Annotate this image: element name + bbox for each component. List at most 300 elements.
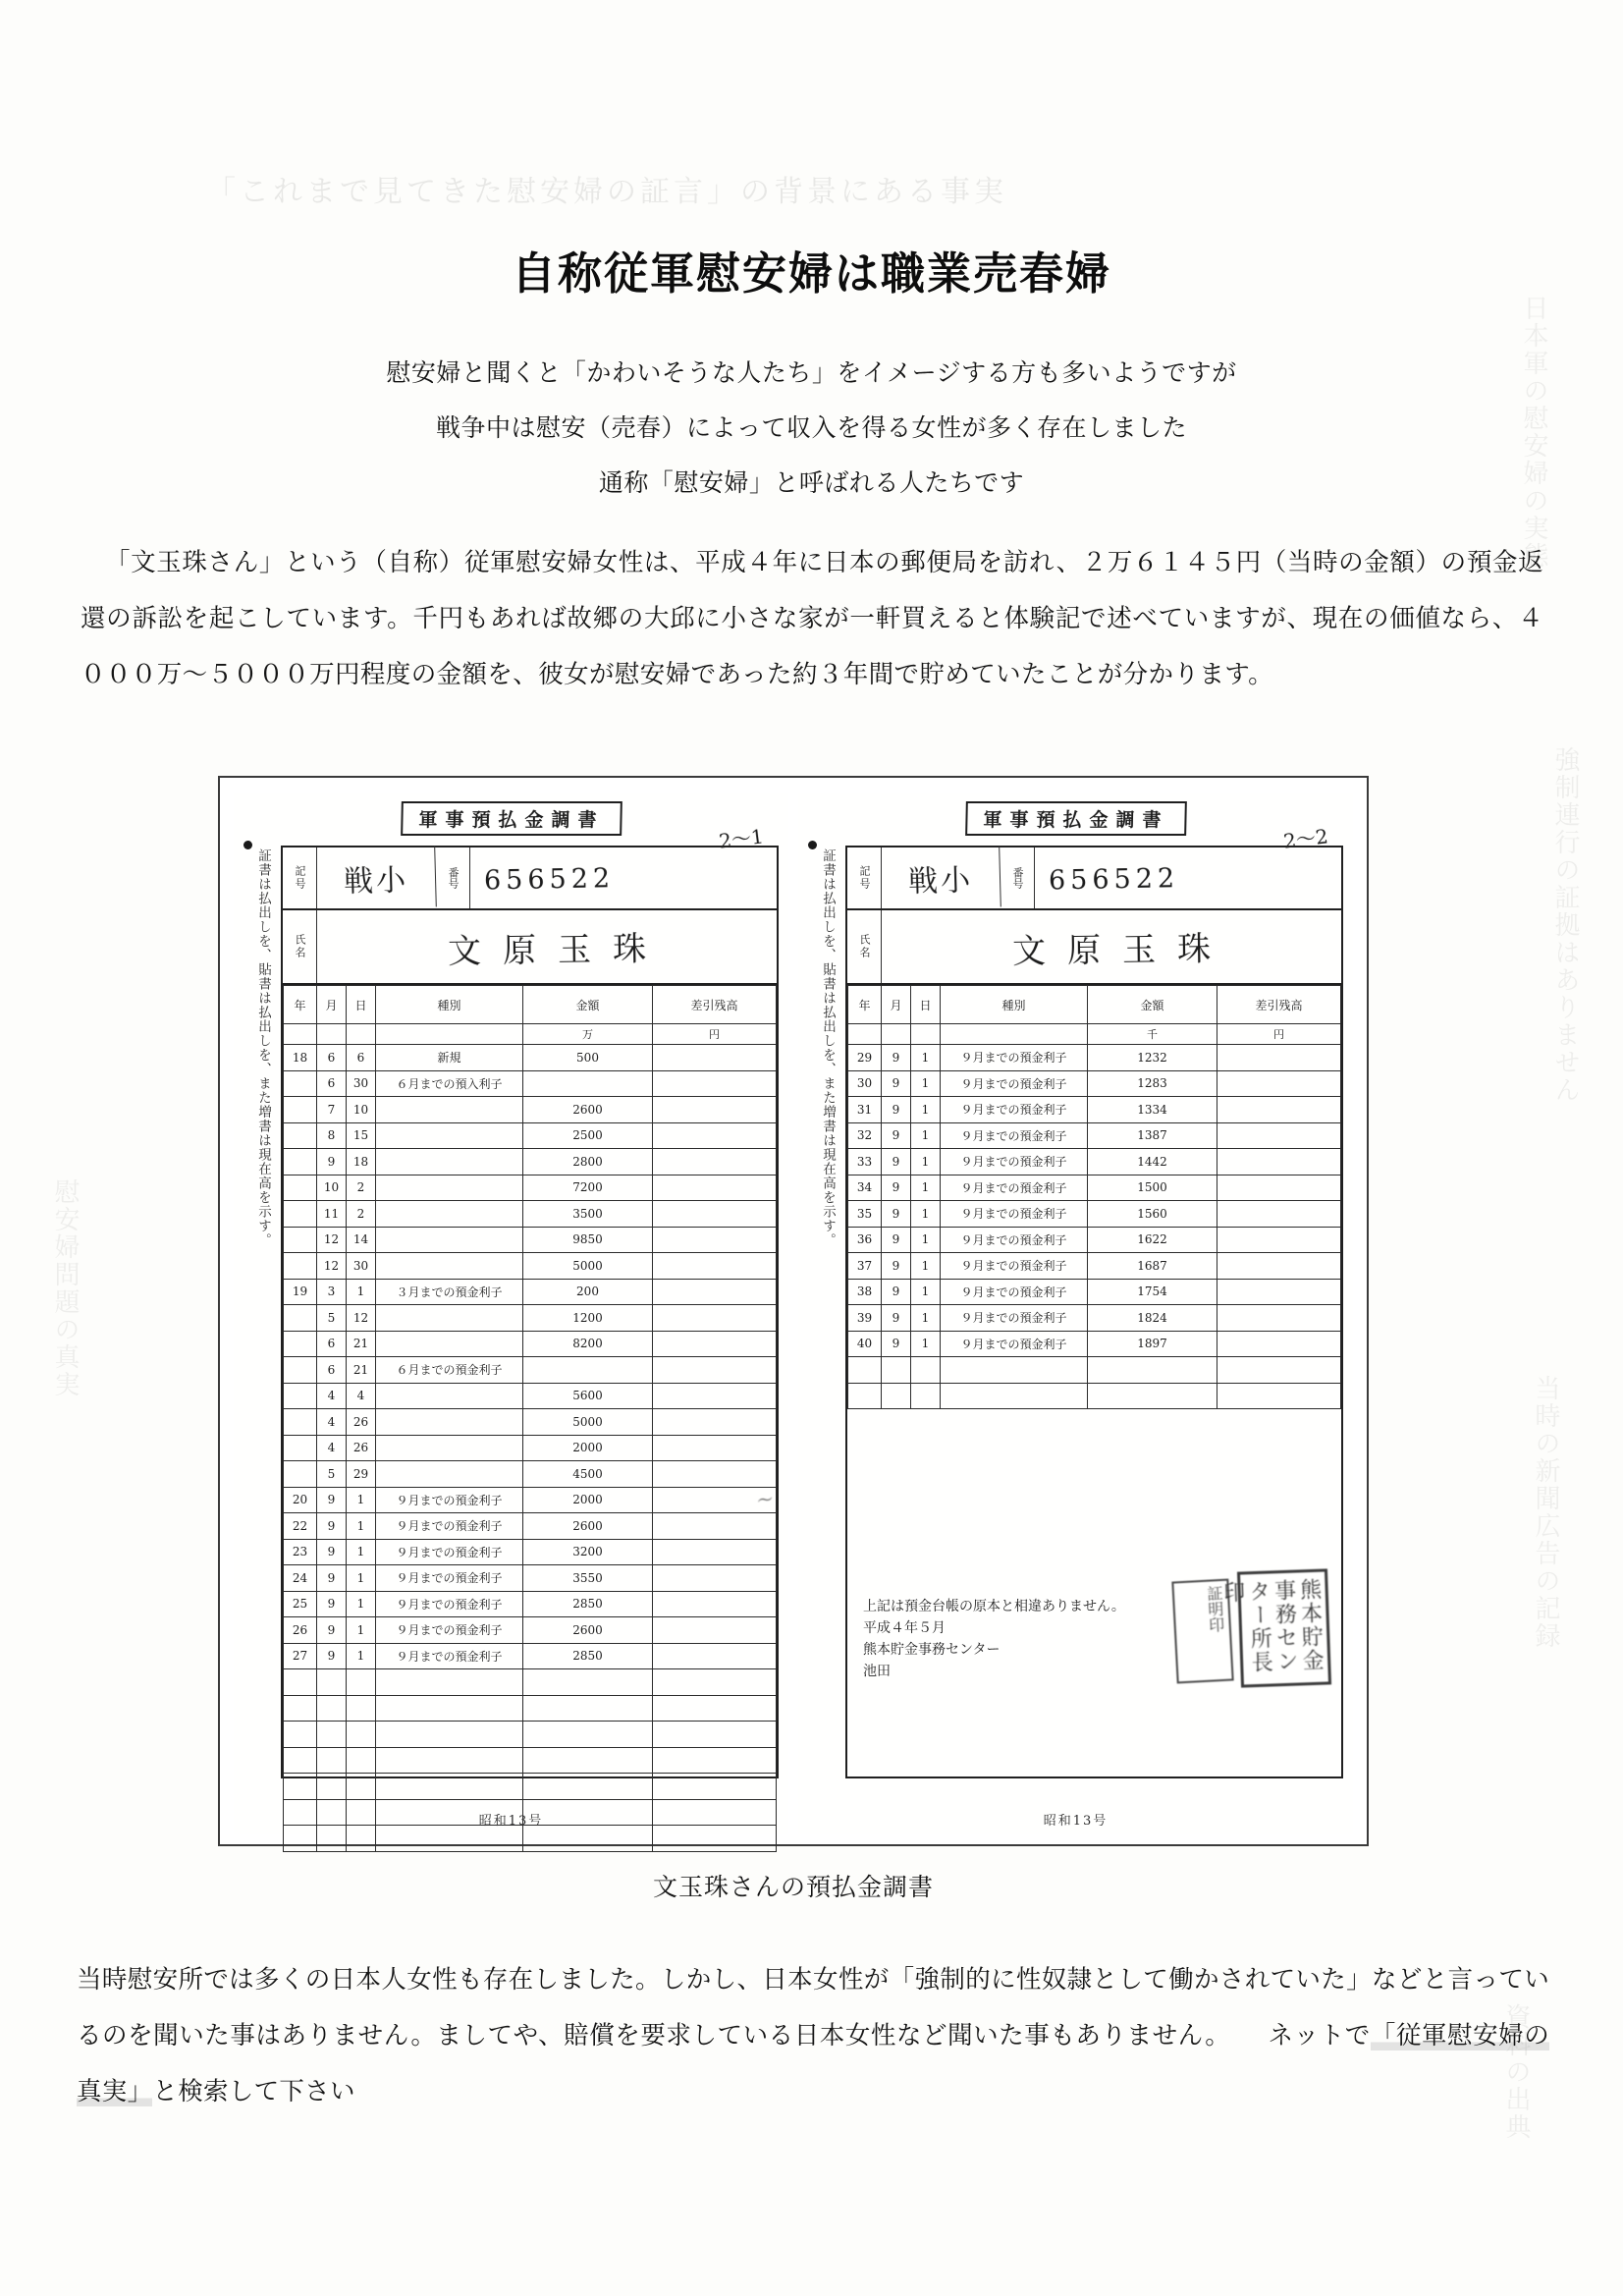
cell-month: 9 <box>317 1513 347 1540</box>
cell-day: 1 <box>347 1643 376 1669</box>
cell-year <box>284 1175 317 1201</box>
table-row <box>284 1722 777 1748</box>
cell-kind <box>376 1722 523 1748</box>
page-title: 自称従軍慰安婦は職業売春婦 <box>511 247 1111 301</box>
cell-kind: ９月までの預金利子 <box>941 1045 1088 1071</box>
certify-note: 上記は預金台帳の原本と相違ありません。 <box>863 1599 1125 1614</box>
cell-day: 4 <box>347 1383 376 1409</box>
cell-balance <box>653 1305 777 1332</box>
cell-day: 1 <box>911 1331 941 1357</box>
slip-right-name-label: 氏名 <box>847 910 882 983</box>
cell-balance <box>1217 1357 1341 1384</box>
cell-year <box>848 1357 882 1384</box>
cell-year: 31 <box>848 1097 882 1123</box>
cell-month: 9 <box>317 1149 347 1175</box>
cell-month: 9 <box>882 1201 911 1228</box>
slip-right-account-row <box>847 847 1341 910</box>
cell-amount: 2600 <box>523 1097 653 1123</box>
slip-right-sub-amount: 千 <box>1088 1024 1217 1045</box>
cell-kind: ９月までの預金利子 <box>941 1122 1088 1149</box>
slip-right-col-balance: 差引残高 <box>1217 986 1341 1024</box>
cell-year: 24 <box>284 1565 317 1592</box>
cell-month: 9 <box>882 1122 911 1149</box>
cell-year: 36 <box>848 1227 882 1253</box>
cell-balance <box>653 1045 777 1071</box>
slip-right-sub-blank-3 <box>911 1024 941 1045</box>
cell-year: 29 <box>848 1045 882 1071</box>
cell-month <box>317 1799 347 1826</box>
bleedthrough-text-right-4: 資料の出典 <box>1501 2003 1531 2141</box>
cell-balance <box>653 1383 777 1409</box>
slip-right-corner-note: 2〜2 <box>1281 824 1329 853</box>
table-row <box>284 1669 777 1696</box>
cell-year: 25 <box>284 1591 317 1617</box>
table-row <box>848 1070 1341 1097</box>
cell-balance <box>1217 1175 1341 1201</box>
slip-left-sub-balance: 円 <box>653 1024 777 1045</box>
slip-right <box>798 793 1353 1834</box>
cell-balance <box>653 1826 777 1852</box>
cell-year: 34 <box>848 1175 882 1201</box>
slip-left-table-header-row <box>284 986 777 1024</box>
slip-left-footer: 昭和13号 <box>478 1814 544 1829</box>
cell-kind <box>376 1097 523 1123</box>
cell-kind <box>376 1461 523 1488</box>
cell-month: 9 <box>882 1305 911 1332</box>
secondary-seal: 証明印 <box>1171 1579 1233 1684</box>
cell-amount: 1754 <box>1088 1279 1217 1305</box>
certify-name: 池田 <box>863 1664 891 1679</box>
cell-amount: 2000 <box>523 1487 653 1513</box>
bleedthrough-text-right-3: 当時の新聞広告の記録 <box>1531 1375 1560 1650</box>
cell-day: 10 <box>347 1097 376 1123</box>
cell-kind <box>376 1409 523 1436</box>
cell-balance <box>653 1722 777 1748</box>
cell-balance <box>653 1149 777 1175</box>
table-row <box>284 1747 777 1774</box>
slip-left-subheader-row <box>284 1024 777 1045</box>
slip-left-scribble: 〜 <box>755 1489 776 1511</box>
cell-year: 23 <box>284 1539 317 1565</box>
table-row <box>284 1305 777 1332</box>
slip-left-sub-blank-1 <box>284 1024 317 1045</box>
cell-kind <box>376 1774 523 1800</box>
cell-month: 4 <box>317 1383 347 1409</box>
cell-year <box>284 1695 317 1722</box>
cell-month: 9 <box>882 1175 911 1201</box>
slip-left-name-row <box>283 910 777 985</box>
cell-kind <box>376 1747 523 1774</box>
cell-year: 40 <box>848 1331 882 1357</box>
cell-kind <box>376 1305 523 1332</box>
cell-balance <box>1217 1383 1341 1409</box>
cell-day: 6 <box>347 1045 376 1071</box>
slip-left-col-year: 年 <box>284 986 317 1024</box>
cell-day <box>911 1357 941 1384</box>
cell-balance <box>1217 1070 1341 1097</box>
slip-left-header: 軍事預払金調書 <box>401 801 622 836</box>
slip-left-sub-blank-2 <box>317 1024 347 1045</box>
table-row <box>284 1565 777 1592</box>
table-row <box>848 1279 1341 1305</box>
cell-balance <box>653 1122 777 1149</box>
body-paragraph-2-part-b: ネットで <box>1268 2021 1371 2050</box>
cell-kind <box>376 1695 523 1722</box>
cell-amount: 2850 <box>523 1643 653 1669</box>
table-row <box>284 1070 777 1097</box>
cell-balance <box>653 1227 777 1253</box>
cell-amount: 2800 <box>523 1149 653 1175</box>
cell-month: 9 <box>317 1539 347 1565</box>
slip-left <box>234 793 788 1834</box>
cell-year <box>284 1227 317 1253</box>
table-row <box>848 1253 1341 1280</box>
cell-amount: 2850 <box>523 1591 653 1617</box>
cell-day: 1 <box>911 1279 941 1305</box>
cell-kind <box>376 1175 523 1201</box>
bleedthrough-text-right-1: 日本軍の慰安婦の実態 <box>1519 295 1548 570</box>
cell-balance <box>1217 1201 1341 1228</box>
table-row <box>848 1357 1341 1384</box>
cell-kind: ９月までの預金利子 <box>376 1591 523 1617</box>
cell-kind <box>376 1253 523 1280</box>
cell-kind <box>376 1669 523 1696</box>
cell-amount: 1200 <box>523 1305 653 1332</box>
cell-year: 30 <box>848 1070 882 1097</box>
bleedthrough-text-right-2: 強制連行の証拠はありません <box>1550 746 1580 1104</box>
table-row <box>284 1774 777 1800</box>
lede-block <box>0 346 1623 511</box>
cell-amount <box>523 1774 653 1800</box>
cell-day <box>347 1722 376 1748</box>
cell-year: 19 <box>284 1279 317 1305</box>
cell-day: 1 <box>347 1565 376 1592</box>
slip-left-sub-amount: 万 <box>523 1024 653 1045</box>
cell-kind: ９月までの預金利子 <box>376 1487 523 1513</box>
search-term-quote: 「従軍慰安婦の真実」 <box>77 2021 1549 2106</box>
cell-year <box>284 1799 317 1826</box>
cell-day <box>347 1799 376 1826</box>
table-row <box>284 1643 777 1669</box>
table-row <box>284 1149 777 1175</box>
cell-day <box>347 1826 376 1852</box>
cell-kind: ６月までの預入利子 <box>376 1070 523 1097</box>
cell-amount: 3500 <box>523 1201 653 1228</box>
slip-left-account-label: 記号 <box>283 847 317 908</box>
cell-amount: 1283 <box>1088 1070 1217 1097</box>
cell-amount <box>523 1357 653 1384</box>
cell-balance <box>1217 1331 1341 1357</box>
cell-month: 9 <box>882 1070 911 1097</box>
cell-day: 30 <box>347 1070 376 1097</box>
cell-month <box>317 1722 347 1748</box>
lede-line-2: 戦争中は慰安（売春）によって収入を得る女性が多く存在しました <box>435 413 1187 442</box>
cell-amount: 1334 <box>1088 1097 1217 1123</box>
slip-left-col-amount: 金額 <box>523 986 653 1024</box>
cell-amount: 4500 <box>523 1461 653 1488</box>
cell-day: 1 <box>347 1279 376 1305</box>
cell-balance <box>653 1357 777 1384</box>
cell-year <box>284 1461 317 1488</box>
cell-month: 9 <box>882 1149 911 1175</box>
cell-balance <box>653 1331 777 1357</box>
table-row <box>284 1331 777 1357</box>
cell-day: 1 <box>347 1513 376 1540</box>
cell-amount: 3550 <box>523 1565 653 1592</box>
cell-year <box>848 1383 882 1409</box>
cell-amount <box>1088 1357 1217 1384</box>
cell-kind <box>376 1149 523 1175</box>
slip-left-body <box>281 846 779 1778</box>
table-row <box>284 1279 777 1305</box>
cell-month: 10 <box>317 1175 347 1201</box>
table-row <box>284 1122 777 1149</box>
table-row <box>284 1175 777 1201</box>
cell-kind: ９月までの預金利子 <box>941 1331 1088 1357</box>
slip-left-account-row <box>283 847 777 910</box>
cell-year: 20 <box>284 1487 317 1513</box>
slip-left-col-day: 日 <box>347 986 376 1024</box>
table-row <box>848 1201 1341 1228</box>
cell-year <box>284 1097 317 1123</box>
cell-kind: ３月までの預金利子 <box>376 1279 523 1305</box>
certify-office: 熊本貯金事務センター <box>863 1642 1001 1658</box>
cell-amount <box>523 1070 653 1097</box>
cell-year <box>284 1357 317 1384</box>
cell-balance <box>1217 1149 1341 1175</box>
slip-right-col-day: 日 <box>911 986 941 1024</box>
figure-frame <box>218 776 1369 1846</box>
cell-amount: 1824 <box>1088 1305 1217 1332</box>
table-row <box>848 1331 1341 1357</box>
slip-right-name-row <box>847 910 1341 985</box>
slip-right-col-month: 月 <box>882 986 911 1024</box>
cell-year: 27 <box>284 1643 317 1669</box>
cell-day: 1 <box>347 1487 376 1513</box>
cell-day: 1 <box>347 1617 376 1644</box>
cell-amount: 2000 <box>523 1435 653 1461</box>
cell-day: 1 <box>911 1175 941 1201</box>
cell-year <box>284 1149 317 1175</box>
cell-amount: 200 <box>523 1279 653 1305</box>
cell-day: 1 <box>911 1070 941 1097</box>
cell-month: 9 <box>317 1591 347 1617</box>
cell-month <box>882 1357 911 1384</box>
cell-year <box>284 1435 317 1461</box>
cell-amount <box>1088 1383 1217 1409</box>
cell-day: 18 <box>347 1149 376 1175</box>
table-row <box>848 1122 1341 1149</box>
certify-date: 平成４年５月 <box>863 1620 946 1636</box>
cell-month: 6 <box>317 1045 347 1071</box>
cell-balance <box>1217 1253 1341 1280</box>
table-row <box>848 1175 1341 1201</box>
cell-balance <box>653 1617 777 1644</box>
cell-amount: 7200 <box>523 1175 653 1201</box>
cell-month: 6 <box>317 1357 347 1384</box>
cell-amount <box>523 1669 653 1696</box>
cell-balance <box>653 1409 777 1436</box>
cell-balance <box>653 1643 777 1669</box>
cell-kind: ９月までの預金利子 <box>941 1149 1088 1175</box>
cell-kind <box>376 1201 523 1228</box>
cell-day: 1 <box>911 1122 941 1149</box>
cell-amount: 1387 <box>1088 1122 1217 1149</box>
cell-day: 30 <box>347 1253 376 1280</box>
cell-amount: 5600 <box>523 1383 653 1409</box>
cell-kind <box>376 1331 523 1357</box>
cell-month <box>882 1383 911 1409</box>
lede-line-3: 通称「慰安婦」と呼ばれる人たちです <box>598 468 1025 497</box>
cell-month: 4 <box>317 1409 347 1436</box>
slip-left-table <box>283 985 777 1852</box>
cell-kind: ９月までの預金利子 <box>376 1513 523 1540</box>
figure-block <box>218 776 1369 1903</box>
table-row <box>284 1513 777 1540</box>
cell-month: 9 <box>317 1565 347 1592</box>
cell-month: 9 <box>882 1253 911 1280</box>
cell-day: 12 <box>347 1305 376 1332</box>
cell-amount: 2500 <box>523 1122 653 1149</box>
cell-balance <box>653 1253 777 1280</box>
official-seal: 熊本貯金事務センター所長印 <box>1237 1568 1331 1687</box>
cell-month: 9 <box>882 1331 911 1357</box>
cell-year <box>284 1383 317 1409</box>
cell-kind: ９月までの預金利子 <box>941 1097 1088 1123</box>
slip-left-col-balance: 差引残高 <box>653 986 777 1024</box>
cell-day: 1 <box>911 1227 941 1253</box>
cell-kind <box>376 1826 523 1852</box>
body-paragraph-1-text: 「文玉珠さん」という（自称）従軍慰安婦女性は、平成４年に日本の郵便局を訪れ、２万６１４５円（当時の金額）の預金返還の訴訟を起こしています。千円もあれば故郷の大邱に小さな家が一軒買えると体験記で述べていますが、現在の価値なら、４０００万〜５０００万円程度の金額を、彼女が慰安婦であった約３年間で貯めていたことが分かります。 <box>81 548 1543 689</box>
cell-year <box>284 1253 317 1280</box>
slip-right-col-kind: 種別 <box>941 986 1088 1024</box>
cell-balance <box>653 1539 777 1565</box>
cell-month: 11 <box>317 1201 347 1228</box>
cell-day <box>347 1774 376 1800</box>
cell-month <box>317 1826 347 1852</box>
body-paragraph-2 <box>77 1952 1549 2120</box>
cell-month: 3 <box>317 1279 347 1305</box>
slip-right-account-label: 記号 <box>847 847 882 908</box>
cell-day: 2 <box>347 1201 376 1228</box>
cell-balance <box>653 1747 777 1774</box>
slip-right-sub-blank-2 <box>882 1024 911 1045</box>
slip-right-header: 軍事預払金調書 <box>965 801 1187 836</box>
cell-kind: ９月までの預金利子 <box>941 1175 1088 1201</box>
cell-amount: 1500 <box>1088 1175 1217 1201</box>
cell-year <box>284 1826 317 1852</box>
cell-balance <box>1217 1227 1341 1253</box>
slip-left-account-number: 656522 <box>483 862 616 896</box>
cell-amount: 8200 <box>523 1331 653 1357</box>
cell-month <box>317 1695 347 1722</box>
cell-amount: 5000 <box>523 1409 653 1436</box>
cell-day <box>911 1383 941 1409</box>
table-row <box>848 1383 1341 1409</box>
slip-left-sub-blank-4 <box>376 1024 523 1045</box>
cell-month: 9 <box>317 1643 347 1669</box>
cell-amount: 500 <box>523 1045 653 1071</box>
cell-day: 21 <box>347 1357 376 1384</box>
cell-kind: ９月までの預金利子 <box>376 1617 523 1644</box>
slip-right-sub-blank-4 <box>941 1024 1088 1045</box>
cell-kind: ６月までの預金利子 <box>376 1357 523 1384</box>
table-row <box>284 1695 777 1722</box>
slip-left-corner-note: 2〜1 <box>717 824 765 853</box>
cell-kind: ９月までの預金利子 <box>941 1305 1088 1332</box>
cell-balance <box>653 1097 777 1123</box>
cell-month <box>317 1669 347 1696</box>
slip-left-name-value: 文原玉珠 <box>447 928 669 971</box>
cell-balance <box>1217 1097 1341 1123</box>
cell-amount: 1687 <box>1088 1253 1217 1280</box>
slip-left-account-kind: 戦小 <box>316 846 437 909</box>
cell-balance <box>653 1695 777 1722</box>
bleedthrough-text-top: 「これまで見てきた慰安婦の証言」の背景にある事実 <box>206 175 1007 209</box>
cell-amount: 1232 <box>1088 1045 1217 1071</box>
cell-month: 12 <box>317 1227 347 1253</box>
cell-balance <box>653 1435 777 1461</box>
table-row <box>848 1045 1341 1071</box>
cell-day: 1 <box>911 1305 941 1332</box>
cell-kind: ９月までの預金利子 <box>376 1565 523 1592</box>
cell-year: 39 <box>848 1305 882 1332</box>
cell-balance <box>653 1799 777 1826</box>
cell-kind <box>376 1227 523 1253</box>
cell-year <box>284 1201 317 1228</box>
body-paragraph-1 <box>81 535 1543 703</box>
cell-year <box>284 1122 317 1149</box>
table-row <box>284 1435 777 1461</box>
cell-kind <box>376 1435 523 1461</box>
cell-amount <box>523 1722 653 1748</box>
cell-month: 9 <box>882 1045 911 1071</box>
cell-month: 6 <box>317 1070 347 1097</box>
cell-day <box>347 1669 376 1696</box>
table-row <box>284 1097 777 1123</box>
bleedthrough-text-left-1: 慰安婦問題の真実 <box>50 1178 80 1398</box>
body-paragraph-2-text <box>77 1952 1549 2120</box>
cell-month: 6 <box>317 1331 347 1357</box>
cell-balance <box>1217 1122 1341 1149</box>
slip-right-side-note: 証書は払出しを、貼書は払出しを、また増書は現在高を示す。 <box>820 848 836 1247</box>
cell-year: 18 <box>284 1045 317 1071</box>
cell-month <box>317 1747 347 1774</box>
table-row <box>284 1539 777 1565</box>
cell-balance <box>653 1070 777 1097</box>
slip-right-name-value: 文原玉珠 <box>1011 928 1233 971</box>
slip-right-table-header-row <box>848 986 1341 1024</box>
table-row <box>848 1227 1341 1253</box>
slip-left-col-month: 月 <box>317 986 347 1024</box>
cell-day: 26 <box>347 1435 376 1461</box>
slip-right-sub-balance: 円 <box>1217 1024 1341 1045</box>
cell-year <box>284 1331 317 1357</box>
cell-amount: 1897 <box>1088 1331 1217 1357</box>
cell-amount: 1442 <box>1088 1149 1217 1175</box>
cell-year <box>284 1774 317 1800</box>
cell-year: 22 <box>284 1513 317 1540</box>
cell-amount: 3200 <box>523 1539 653 1565</box>
cell-year: 32 <box>848 1122 882 1149</box>
cell-amount: 1622 <box>1088 1227 1217 1253</box>
cell-balance <box>653 1201 777 1228</box>
cell-year: 37 <box>848 1253 882 1280</box>
slip-right-table-body <box>848 1045 1341 1409</box>
cell-balance <box>1217 1045 1341 1071</box>
cell-balance <box>1217 1279 1341 1305</box>
cell-month: 9 <box>317 1617 347 1644</box>
